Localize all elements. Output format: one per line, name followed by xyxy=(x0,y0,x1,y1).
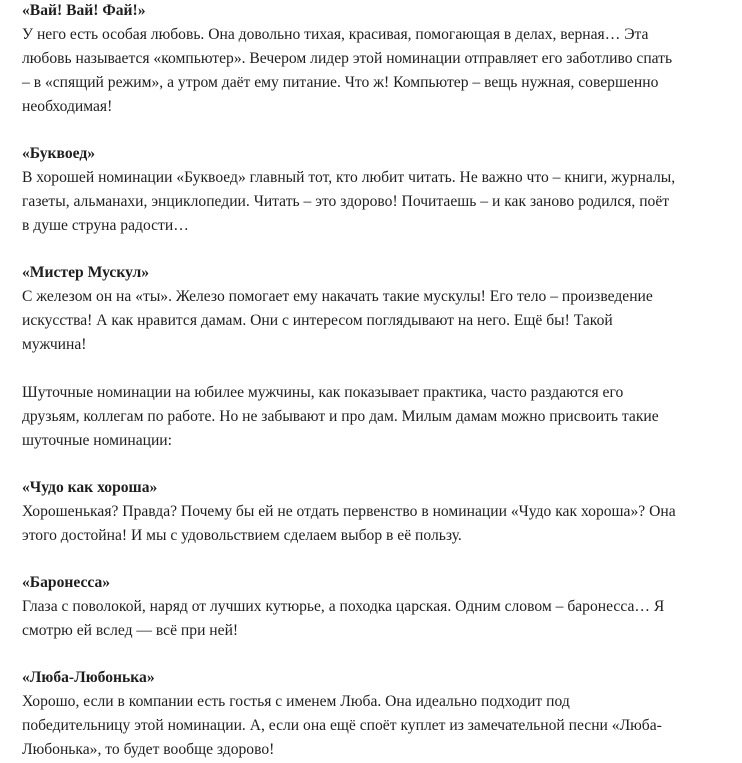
nomination-title: «Люба-Любонька» xyxy=(22,669,155,686)
nomination-chudo-kak-khorosha xyxy=(22,476,722,548)
paragraph-line: друзьям, коллегам по работе. Но не забывают и про дам. Милым дамам можно присвоить такие xyxy=(22,408,659,425)
nomination-mister-muskul xyxy=(22,261,722,357)
paragraph-line: этого достойна! И мы с удовольствием сделаем выбор в её пользу. xyxy=(22,527,462,544)
nomination-title: «Буквоед» xyxy=(22,145,96,162)
paragraph-line: Хорошенькая? Правда? Почему бы ей не отдать первенство в номинации «Чудо как хороша»? Она xyxy=(22,503,676,520)
paragraph-line: газеты, альманахи, энциклопедии. Читать – это здорово! Почитаешь – и как заново родился, поёт xyxy=(22,193,670,210)
paragraph-line: Хорошо, если в компании есть гостья с именем Люба. Она идеально подходит под xyxy=(22,693,570,710)
paragraph-line: С железом он на «ты». Железо помогает ему накачать такие мускулы! Его тело – произведение xyxy=(22,288,653,305)
paragraph-line: победительницу этой номинации. А, если она ещё споёт куплет из замечательной песни «Люба- xyxy=(22,717,662,734)
paragraph-line: Любонька», то будет вообще здорово! xyxy=(22,741,275,758)
paragraph-line: необходимая! xyxy=(22,98,113,115)
intro-paragraph xyxy=(22,381,722,453)
nomination-vai-vai-fai xyxy=(22,0,722,119)
paragraph-line: в душе струна радости… xyxy=(22,217,189,234)
paragraph-line: мужчина! xyxy=(22,336,87,353)
paragraph-line: В хорошей номинации «Буквоед» главный тот, кто любит читать. Не важно что – книги, журналы, xyxy=(22,169,676,186)
nomination-title: «Вай! Вай! Фай!» xyxy=(22,2,146,19)
nomination-baronessa xyxy=(22,571,722,643)
nomination-bukvoed xyxy=(22,142,722,238)
paragraph-line: Шуточные номинации на юбилее мужчины, как показывает практика, часто раздаются его xyxy=(22,384,624,401)
paragraph-line: любовь называется «компьютер». Вечером лидер этой номинации отправляет его заботливо спать xyxy=(22,50,673,67)
paragraph-line: шуточные номинации: xyxy=(22,432,172,449)
article-body xyxy=(22,0,722,762)
paragraph-line: Глаза с поволокой, наряд от лучших кутюрье, а походка царская. Одним словом – баронесса… Я xyxy=(22,598,665,615)
nomination-lyuba-lyubonka xyxy=(22,666,722,762)
paragraph-line: искусства! А как нравится дамам. Они с интересом поглядывают на него. Ещё бы! Такой xyxy=(22,312,613,329)
paragraph-line: У него есть особая любовь. Она довольно тихая, красивая, помогающая в делах, верная… Эта xyxy=(22,26,649,43)
nomination-title: «Баронесса» xyxy=(22,574,111,591)
nomination-title: «Мистер Мускул» xyxy=(22,264,150,281)
paragraph-line: – в «спящий режим», а утром даёт ему питание. Что ж! Компьютер – вещь нужная, совершенно xyxy=(22,74,659,91)
paragraph-line: смотрю ей вслед — всё при ней! xyxy=(22,622,239,639)
nomination-title: «Чудо как хороша» xyxy=(22,479,158,496)
